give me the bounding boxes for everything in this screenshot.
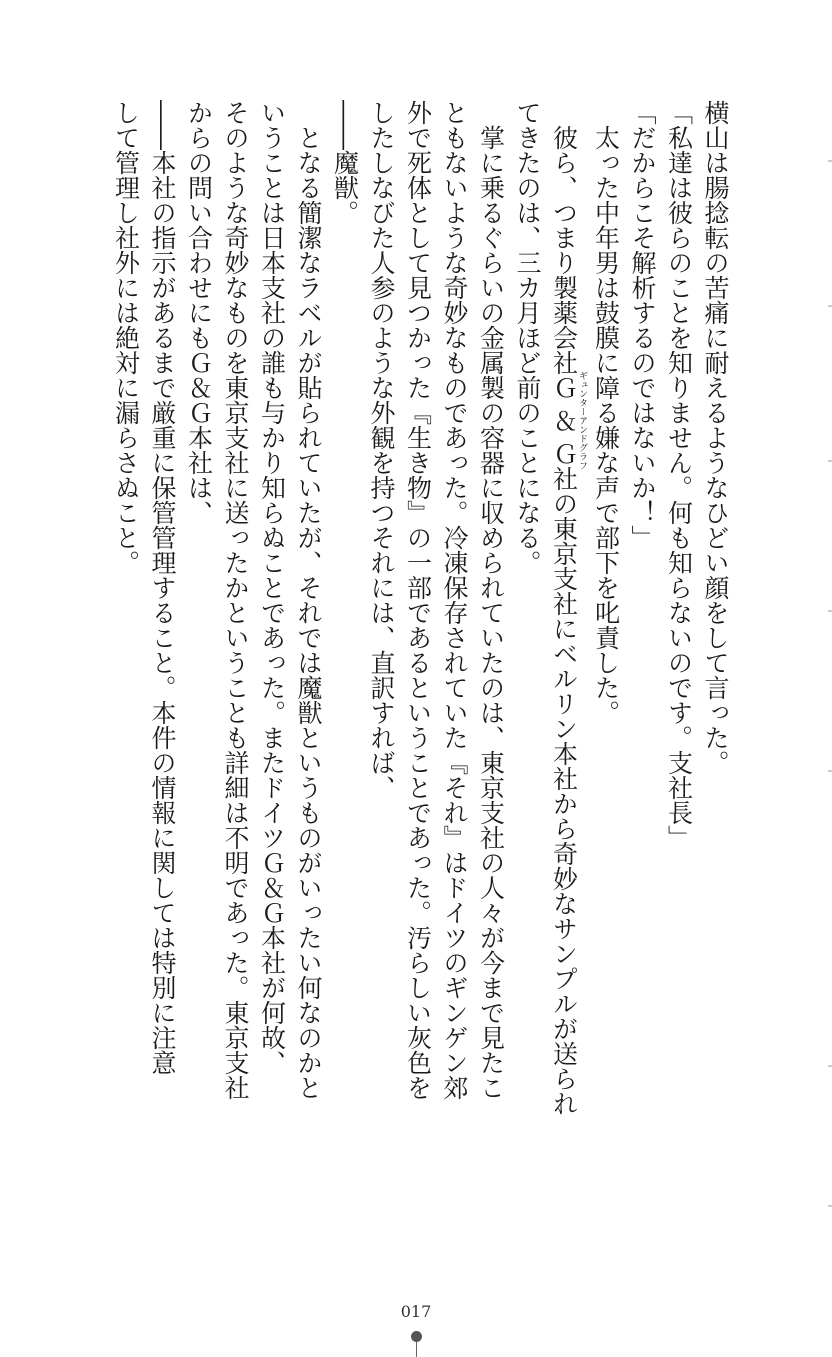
ruby-annotation [549,371,587,470]
ruby-base: Ｇ＆Ｇ [549,371,579,470]
edge-mark [828,460,832,462]
text-column: からの問い合わせにもＧ＆Ｇ本社は、 [184,100,214,525]
text-column: ――本社の指示があるまで厳重に保管管理すること。本件の情報に関しては特別に注意 [148,100,177,1075]
edge-mark [828,305,832,307]
ruby-reading: ギュンターアンドグラフ [577,371,587,470]
text-column: そのような奇妙なものを東京支社に送ったかということも詳細は不明であった。東京支社 [221,100,250,1100]
edge-mark [828,160,832,162]
text-column: したしなびた人参のような外観を持つそれには、直訳すれば、 [367,100,396,800]
text-column: となる簡潔なラベルが貼られていたが、それでは魔獣というものがいったい何なのかと [294,100,323,1100]
text-column: ともないような奇妙なものであった。冷凍保存されていた『それ』はドイツのギンゲン郊 [440,100,469,1100]
vertical-body-text [107,100,733,1116]
text-column: 掌に乗るぐらいの金属製の容器に収められていたのは、東京支社の人々が今まで見たこ [476,100,506,1100]
text-column: 外で死体として見つかった『生き物』の一部であるということであった。汚らしい灰色を [403,100,433,1100]
edge-mark [828,770,832,772]
text-column: 太った中年男は鼓膜に障る嫌な声で部下を叱責した。 [591,100,621,725]
page-marker-dot-icon [411,1331,422,1342]
ruby-line-before: 彼ら、つまり製薬会社 [549,100,579,375]
edge-mark [828,1205,832,1207]
text-column: 「私達は彼らのことを知りません。何も知らないのです。支社長」 [664,100,694,850]
text-column: して管理し社外には絶対に漏らさぬこと。 [111,100,141,575]
page-number: 017 [400,1302,432,1321]
text-column: てきたのは、三カ月ほど前のことになる。 [513,100,542,575]
page-marker-line [416,1342,417,1357]
ruby-line-after: 社の東京支社にベルリン本社から奇妙なサンプルが送られ [549,466,579,1116]
text-column: 横山は腸捻転の苦痛に耐えるようなひどい顔をして言った。 [701,100,730,775]
text-column: 「だからこそ解析するのではないか！」 [628,100,657,550]
text-column: いうことは日本支社の誰も与かり知らぬことであった。またドイツＧ＆Ｇ本社が何故、 [257,100,287,1075]
text-column-with-ruby [545,100,587,1116]
edge-mark [828,610,832,612]
edge-mark [828,1065,832,1067]
text-column: ――魔獣。 [330,100,360,225]
